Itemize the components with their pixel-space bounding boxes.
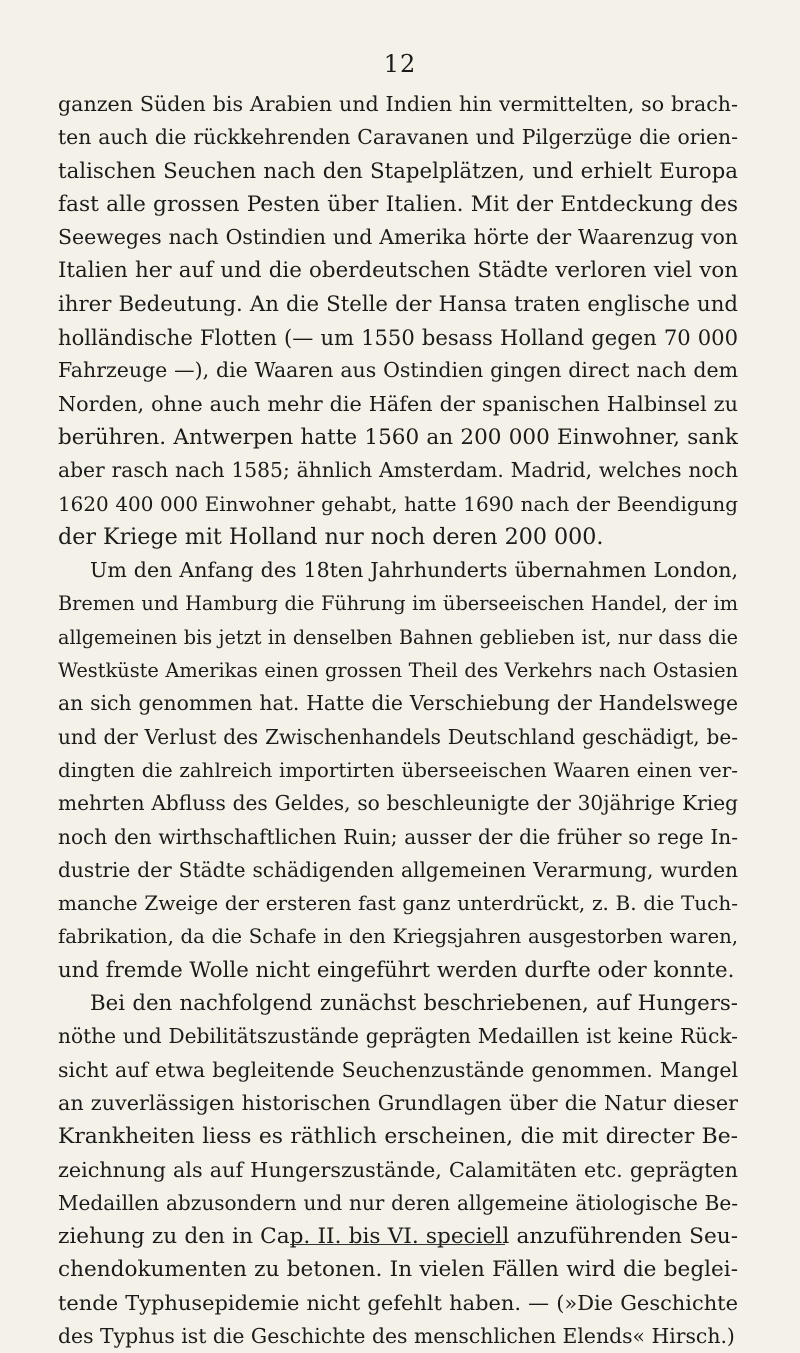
text-line: dingten die zahlreich importirten überseeischen Waaren einen ver-	[58, 758, 738, 782]
text-line: fabrikation, da die Schafe in den Kriegsjahren ausgestorben waren,	[58, 925, 738, 949]
text-line: Um den Anfang des 18ten Jahrhunderts übernahmen London,	[90, 558, 738, 583]
text-line: zeichnung als auf Hungerszustände, Calamitäten etc. geprägten	[58, 1157, 738, 1182]
text-line: aber rasch nach 1585; ähnlich Amsterdam. Madrid, welches noch	[58, 458, 738, 483]
text-line: Norden, ohne auch mehr die Häfen der spanischen Halbinsel zu	[58, 391, 738, 416]
text-line: Westküste Amerikas einen grossen Theil des Verkehrs nach Ostasien	[58, 659, 738, 683]
text-line: an zuverlässigen historischen Grundlagen über die Natur dieser	[58, 1090, 738, 1115]
text-line: mehrten Abfluss des Geldes, so beschleunigte der 30jährige Krieg	[58, 791, 738, 816]
text-line: 1620 400 000 Einwohner gehabt, hatte 1690 nach der Beendigung	[58, 492, 738, 516]
text-line: nöthe und Debilitätszustände geprägten Medaillen ist keine Rück-	[58, 1024, 738, 1049]
text-line: Fahrzeuge —), die Waaren aus Ostindien gingen direct nach dem	[58, 358, 738, 383]
text-line: talischen Seuchen nach den Stapelplätzen, und erhielt Europa	[58, 158, 738, 184]
text-line: ten auch die rückkehrenden Caravanen und Pilgerzüge die orien-	[58, 125, 738, 150]
text-line: allgemeinen bis jetzt in denselben Bahnen geblieben ist, nur dass die	[58, 625, 738, 649]
text-line: Seeweges nach Ostindien und Amerika hörte der Waarenzug von	[58, 225, 738, 250]
footnote-separator-rule	[290, 1244, 505, 1245]
text-line: ziehung zu den in Cap. II. bis VI. speciell anzuführenden Seu-	[58, 1224, 738, 1250]
body-text	[58, 88, 738, 1353]
text-line: und fremde Wolle nicht eingeführt werden durfte oder konnte.	[58, 957, 735, 983]
text-line: chendokumenten zu betonen. In vielen Fällen wird die beglei-	[58, 1257, 738, 1283]
page-number: 12	[383, 50, 417, 78]
text-line: Medaillen abzusondern und nur deren allgemeine ätiologische Be-	[58, 1190, 738, 1215]
text-line: und der Verlust des Zwischenhandels Deutschland geschädigt, be-	[58, 724, 738, 749]
text-line: des Typhus ist die Geschichte des menschlichen Elends« Hirsch.)	[58, 1323, 735, 1348]
text-line: holländische Flotten (— um 1550 besass Holland gegen 70 000	[58, 325, 738, 351]
text-line: ganzen Süden bis Arabien und Indien hin vermittelten, so brach-	[58, 92, 738, 116]
text-line: fast alle grossen Pesten über Italien. Mit der Entdeckung des	[58, 191, 738, 217]
text-line: tende Typhusepidemie nicht gefehlt haben. — (»Die Geschichte	[58, 1290, 738, 1315]
text-line: ihrer Bedeutung. An die Stelle der Hansa traten englische und	[58, 291, 738, 317]
text-line: manche Zweige der ersteren fast ganz unterdrückt, z. B. die Tuch-	[58, 891, 738, 916]
text-line: sicht auf etwa begleitende Seuchenzustände genommen. Mangel	[58, 1057, 738, 1082]
text-line: dustrie der Städte schädigenden allgemeinen Verarmung, wurden	[58, 857, 738, 882]
text-line: noch den wirthschaftlichen Ruin; ausser der die früher so rege In-	[58, 824, 738, 849]
text-line: Bremen und Hamburg die Führung im überseeischen Handel, der im	[58, 592, 738, 616]
text-line: berühren. Antwerpen hatte 1560 an 200 000 Einwohner, sank	[58, 424, 738, 450]
text-line: der Kriege mit Holland nur noch deren 200 000.	[58, 523, 604, 550]
text-line: Italien her auf und die oberdeutschen Städte verloren viel von	[58, 258, 738, 284]
text-line: an sich genommen hat. Hatte die Verschiebung der Handelswege	[58, 691, 738, 716]
text-line: Krankheiten liess es räthlich erscheinen, die mit directer Be-	[58, 1124, 738, 1150]
text-line: Bei den nachfolgend zunächst beschriebenen, auf Hungers-	[90, 991, 738, 1017]
